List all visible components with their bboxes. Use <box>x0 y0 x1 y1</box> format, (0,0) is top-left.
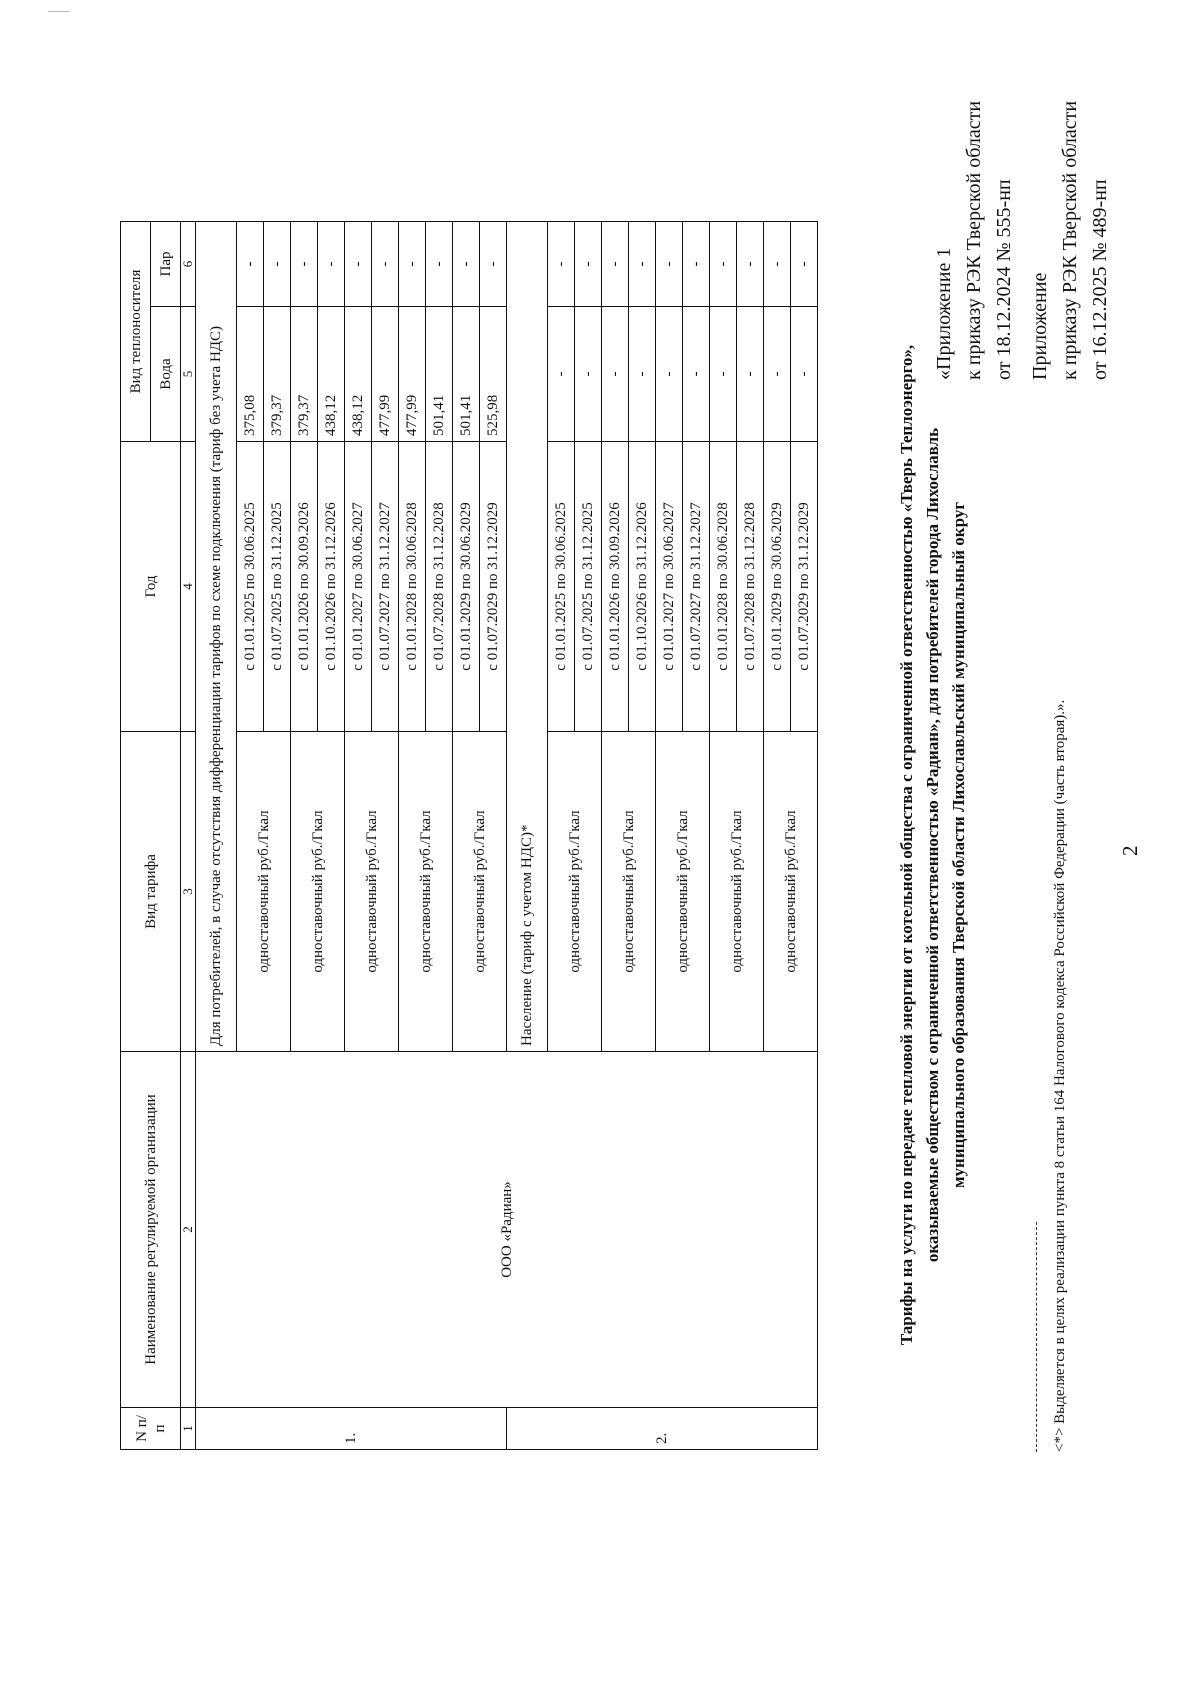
column-number: 4 <box>181 442 196 732</box>
water-tariff-cell: 525,98 <box>480 307 507 442</box>
attachment-line: к приказу РЭК Тверской области <box>963 100 985 380</box>
attachment-header <box>1025 101 1115 380</box>
header-organization: Наименование регулируемой организации <box>121 1052 181 1408</box>
attachment-line: Приложение <box>1029 272 1051 380</box>
group-caption-row <box>196 222 237 1450</box>
period-cell: с 01.01.2027 по 30.06.2027 <box>656 442 683 732</box>
period-cell: с 01.01.2025 по 30.06.2025 <box>237 442 264 732</box>
period-cell: с 01.01.2029 по 30.06.2029 <box>764 442 791 732</box>
title-line: оказываемые обществом с ограниченной ответственностью «Радиан», для потребителей города Лихославль <box>923 427 942 1263</box>
document-title <box>894 180 972 1510</box>
period-cell: с 01.10.2026 по 31.12.2026 <box>318 442 345 732</box>
water-tariff-cell: - <box>764 307 791 442</box>
column-number: 5 <box>181 307 196 442</box>
water-tariff-cell: - <box>656 307 683 442</box>
title-line: Тарифы на услуги по передаче тепловой энергии от котельной общества с ограниченной ответственностью «Тверь Теплоэнерго», <box>897 344 916 1346</box>
steam-tariff-cell: - <box>683 222 710 307</box>
tariff-kind: одноставочный руб./Гкал <box>602 732 656 1052</box>
header-tariff-kind: Вид тарифа <box>121 732 181 1052</box>
attachment-line: к приказу РЭК Тверской области <box>1059 100 1081 380</box>
period-cell: с 01.07.2029 по 31.12.2029 <box>791 442 818 732</box>
period-cell: с 01.01.2025 по 30.06.2025 <box>548 442 575 732</box>
water-tariff-cell: 501,41 <box>453 307 480 442</box>
steam-tariff-cell: - <box>264 222 291 307</box>
row-number: 1. <box>196 1408 507 1450</box>
column-number: 2 <box>181 1052 196 1408</box>
water-tariff-cell: 438,12 <box>345 307 372 442</box>
steam-tariff-cell: - <box>764 222 791 307</box>
header-num: N п/п <box>121 1408 181 1450</box>
water-tariff-cell: - <box>602 307 629 442</box>
water-tariff-cell: 477,99 <box>399 307 426 442</box>
header-steam: Пар <box>151 222 181 307</box>
steam-tariff-cell: - <box>548 222 575 307</box>
steam-tariff-cell: - <box>318 222 345 307</box>
water-tariff-cell: - <box>683 307 710 442</box>
period-cell: с 01.01.2028 по 30.06.2028 <box>399 442 426 732</box>
steam-tariff-cell: - <box>602 222 629 307</box>
water-tariff-cell: - <box>710 307 737 442</box>
period-cell: с 01.01.2028 по 30.06.2028 <box>710 442 737 732</box>
water-tariff-cell: - <box>791 307 818 442</box>
steam-tariff-cell: - <box>737 222 764 307</box>
column-number-row <box>181 222 196 1450</box>
steam-tariff-cell: - <box>629 222 656 307</box>
header-year: Год <box>121 442 181 732</box>
header-water: Вода <box>151 307 181 442</box>
tariff-table <box>120 221 818 1450</box>
water-tariff-cell: - <box>629 307 656 442</box>
water-tariff-cell: - <box>548 307 575 442</box>
tariff-kind: одноставочный руб./Гкал <box>548 732 602 1052</box>
steam-tariff-cell: - <box>426 222 453 307</box>
tariff-kind: одноставочный руб./Гкал <box>237 732 291 1052</box>
period-cell: с 01.07.2028 по 31.12.2028 <box>737 442 764 732</box>
period-cell: с 01.01.2026 по 30.09.2026 <box>602 442 629 732</box>
tariff-kind: одноставочный руб./Гкал <box>345 732 399 1052</box>
tariff-kind: одноставочный руб./Гкал <box>291 732 345 1052</box>
row-number: 2. <box>507 1408 818 1450</box>
table-header-row <box>121 222 151 1450</box>
group-caption: Для потребителей, в случае отсутствия дифференциации тарифов по схеме подключения (тариф без учета НДС) <box>196 222 237 1052</box>
period-cell: с 01.07.2025 по 31.12.2025 <box>264 442 291 732</box>
scan-edge-mark <box>48 11 70 12</box>
tariff-kind: одноставочный руб./Гкал <box>656 732 710 1052</box>
period-cell: с 01.10.2026 по 31.12.2026 <box>629 442 656 732</box>
steam-tariff-cell: - <box>575 222 602 307</box>
period-cell: с 01.01.2026 по 30.09.2026 <box>291 442 318 732</box>
page-number: 2 <box>1118 845 1142 856</box>
steam-tariff-cell: - <box>453 222 480 307</box>
attachment-line: от 16.12.2025 № 489-нп <box>1089 179 1111 380</box>
tariff-kind: одноставочный руб./Гкал <box>399 732 453 1052</box>
steam-tariff-cell: - <box>656 222 683 307</box>
footnote: <*> Выделяется в целях реализации пункта 8 статьи 164 Налогового кодекса Российской Федерации (часть вторая).». <box>1052 699 1068 1452</box>
water-tariff-cell: 375,08 <box>237 307 264 442</box>
steam-tariff-cell: - <box>372 222 399 307</box>
water-tariff-cell: 438,12 <box>318 307 345 442</box>
water-tariff-cell: - <box>737 307 764 442</box>
water-tariff-cell: 501,41 <box>426 307 453 442</box>
steam-tariff-cell: - <box>710 222 737 307</box>
attachment-line: от 18.12.2024 № 555-нп <box>993 179 1015 380</box>
tariff-kind: одноставочный руб./Гкал <box>764 732 818 1052</box>
period-cell: с 01.07.2027 по 31.12.2027 <box>372 442 399 732</box>
steam-tariff-cell: - <box>237 222 264 307</box>
period-cell: с 01.01.2027 по 30.06.2027 <box>345 442 372 732</box>
period-cell: с 01.07.2027 по 31.12.2027 <box>683 442 710 732</box>
column-number: 1 <box>181 1408 196 1450</box>
tariff-kind: одноставочный руб./Гкал <box>710 732 764 1052</box>
water-tariff-cell: 477,99 <box>372 307 399 442</box>
water-tariff-cell: 379,37 <box>291 307 318 442</box>
water-tariff-cell: - <box>575 307 602 442</box>
column-number: 3 <box>181 732 196 1052</box>
column-number: 6 <box>181 222 196 307</box>
steam-tariff-cell: - <box>480 222 507 307</box>
period-cell: с 01.07.2028 по 31.12.2028 <box>426 442 453 732</box>
organization-name: ООО «Радиан» <box>196 1052 818 1408</box>
group-caption: Население (тариф с учетом НДС)* <box>507 222 548 1052</box>
water-tariff-cell: 379,37 <box>264 307 291 442</box>
steam-tariff-cell: - <box>291 222 318 307</box>
period-cell: с 01.01.2029 по 30.06.2029 <box>453 442 480 732</box>
steam-tariff-cell: - <box>791 222 818 307</box>
title-line: муниципального образования Тверской области Лихославльский муниципальный округ <box>949 501 968 1189</box>
tariff-kind: одноставочный руб./Гкал <box>453 732 507 1052</box>
header-heat-carrier: Вид теплоносителя <box>121 222 151 442</box>
period-cell: с 01.07.2025 по 31.12.2025 <box>575 442 602 732</box>
attachment-line: «Приложение 1 <box>933 247 955 380</box>
footnote-separator <box>1036 1222 1037 1452</box>
period-cell: с 01.07.2029 по 31.12.2029 <box>480 442 507 732</box>
steam-tariff-cell: - <box>345 222 372 307</box>
steam-tariff-cell: - <box>399 222 426 307</box>
